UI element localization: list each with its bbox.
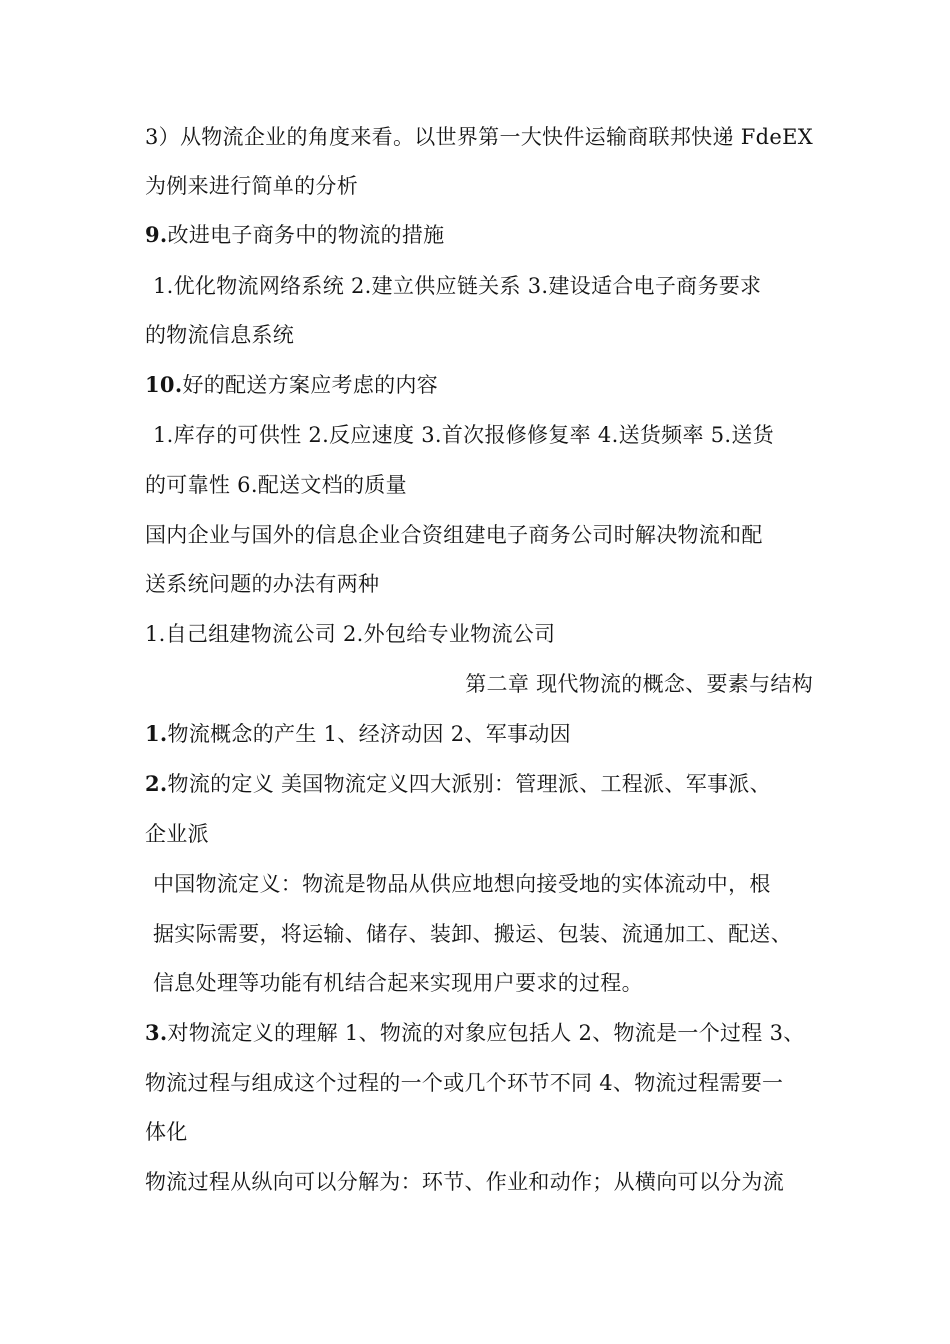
text-line: 1.自己组建物流公司 2.外包给专业物流公司 — [145, 622, 556, 646]
text-line: 的物流信息系统 — [145, 323, 295, 347]
section-heading: 10.好的配送方案应考虑的内容 — [145, 372, 439, 397]
text-line: 据实际需要，将运输、储存、装卸、搬运、包装、流通加工、配送、 — [153, 922, 792, 946]
section-heading: 3.对物流定义的理解 1、物流的对象应包括人 2、物流是一个过程 3、 — [145, 1020, 805, 1045]
section-number: 2. — [145, 771, 168, 796]
text-line: 体化 — [145, 1120, 188, 1144]
text-line: 中国物流定义：物流是物品从供应地想向接受地的实体流动中，根 — [153, 872, 771, 896]
section-heading: 2.物流的定义 美国物流定义四大派别：管理派、工程派、军事派、 — [145, 771, 771, 796]
text-line: 物流过程与组成这个过程的一个或几个环节不同 4、物流过程需要一 — [145, 1071, 784, 1095]
text-line: 的可靠性 6.配送文档的质量 — [145, 473, 407, 497]
section-heading: 1.物流概念的产生 1、经济动因 2、军事动因 — [145, 721, 571, 746]
text-line: 企业派 — [145, 822, 209, 846]
section-number: 3. — [145, 1020, 168, 1045]
text-line: 国内企业与国外的信息企业合资组建电子商务公司时解决物流和配 — [145, 523, 763, 547]
section-number: 10. — [145, 372, 183, 397]
text-line: 3）从物流企业的角度来看。以世界第一大快件运输商联邦快递 FdeEX — [145, 125, 813, 149]
text-line: 送系统问题的办法有两种 — [145, 572, 380, 596]
text-line: 信息处理等功能有机结合起来实现用户要求的过程。 — [153, 971, 643, 995]
section-number: 9. — [145, 222, 168, 247]
text-line: 物流过程从纵向可以分解为：环节、作业和动作；从横向可以分为流 — [145, 1170, 784, 1194]
text-line: 1.库存的可供性 2.反应速度 3.首次报修修复率 4.送货频率 5.送货 — [153, 423, 774, 447]
section-heading: 9.改进电子商务中的物流的措施 — [145, 222, 445, 247]
text-line: 1.优化物流网络系统 2.建立供应链关系 3.建设适合电子商务要求 — [153, 274, 762, 298]
chapter-title: 第二章 现代物流的概念、要素与结构 — [465, 672, 813, 696]
section-number: 1. — [145, 721, 168, 746]
text-line: 为例来进行简单的分析 — [145, 174, 358, 198]
